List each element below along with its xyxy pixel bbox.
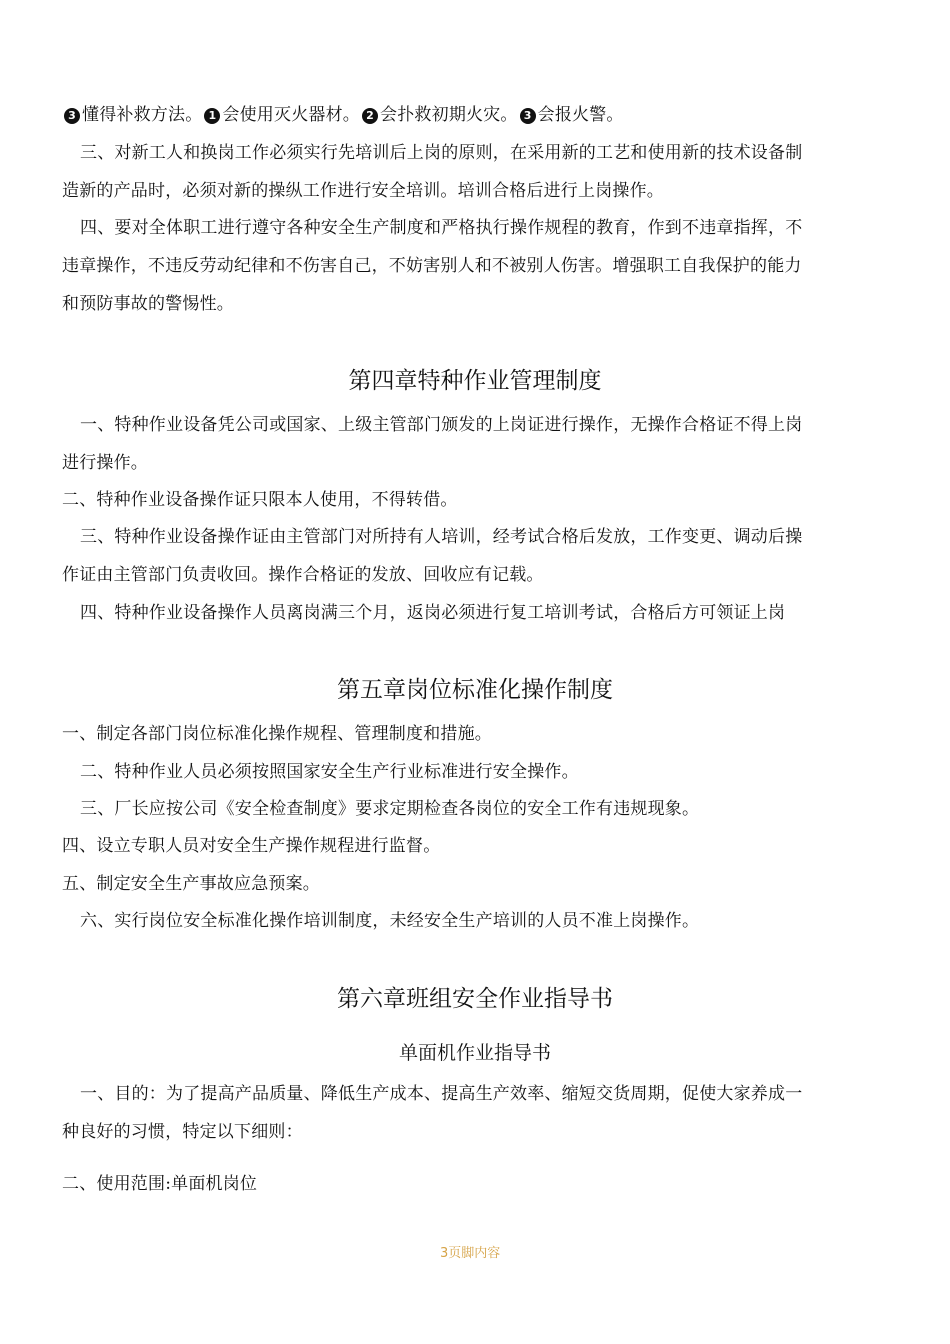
page-footer: 3页脚内容 xyxy=(440,1246,501,1261)
paragraph-line: 一、特种作业设备凭公司或国家、上级主管部门颁发的上岗证进行操作，无操作合格证不得上岗 xyxy=(80,415,803,435)
skill-text: 会扑救初期火灾。 xyxy=(380,105,518,125)
circled-number-icon: 2 xyxy=(362,108,378,124)
skill-text: 懂得补救方法。 xyxy=(82,105,203,125)
paragraph-line: 违章操作，不违反劳动纪律和不伤害自己，不妨害别人和不被别人伤害。增强职工自我保护的能力 xyxy=(62,256,802,276)
paragraph-line: 六、实行岗位安全标准化操作培训制度，未经安全生产培训的人员不准上岗操作。 xyxy=(80,911,700,931)
paragraph-line: 四、设立专职人员对安全生产操作规程进行监督。 xyxy=(62,836,441,856)
circled-number-icon: 1 xyxy=(204,108,220,124)
intro-fire-skills-line xyxy=(62,104,892,126)
paragraph-line: 作证由主管部门负责收回。操作合格证的发放、回收应有记载。 xyxy=(62,565,544,585)
skill-text: 会使用灭火器材。 xyxy=(222,105,361,125)
paragraph-line: 三、特种作业设备操作证由主管部门对所持有人培训，经考试合格后发放，工作变更、调动后操 xyxy=(80,527,803,547)
circled-number-icon: 3 xyxy=(520,108,536,124)
chapter-5-title: 第五章岗位标准化操作制度 xyxy=(337,677,613,703)
paragraph-line: 进行操作。 xyxy=(62,453,148,473)
skill-text: 会报火警。 xyxy=(537,105,624,125)
paragraph-line: 五、制定安全生产事故应急预案。 xyxy=(62,874,320,894)
paragraph-line: 一、目的：为了提高产品质量、降低生产成本、提高生产效率、缩短交货周期，促使大家养成一 xyxy=(80,1084,803,1104)
paragraph-line: 造新的产品时，必须对新的操纵工作进行安全培训。培训合格后进行上岗操作。 xyxy=(62,181,664,201)
paragraph-line: 四、要对全体职工进行遵守各种安全生产制度和严格执行操作规程的教育，作到不违章指挥，不 xyxy=(80,218,803,238)
paragraph-line: 种良好的习惯，特定以下细则： xyxy=(62,1122,303,1142)
paragraph-line: 三、厂长应按公司《安全检查制度》要求定期检查各岗位的安全工作有违规现象。 xyxy=(80,799,700,819)
paragraph-line: 和预防事故的警惕性。 xyxy=(62,294,234,314)
paragraph-line: 二、特种作业人员必须按照国家安全生产行业标准进行安全操作。 xyxy=(80,762,579,782)
paragraph-line: 三、对新工人和换岗工作必须实行先培训后上岗的原则，在采用新的工艺和使用新的技术设备制 xyxy=(80,143,803,163)
paragraph-line: 二、使用范围:单面机岗位 xyxy=(62,1174,258,1194)
paragraph-line: 四、特种作业设备操作人员离岗满三个月，返岗必须进行复工培训考试，合格后方可领证上岗 xyxy=(80,603,786,623)
paragraph-line: 二、特种作业设备操作证只限本人使用，不得转借。 xyxy=(62,490,458,510)
section-subtitle: 单面机作业指导书 xyxy=(398,1042,551,1064)
paragraph-line: 一、制定各部门岗位标准化操作规程、管理制度和措施。 xyxy=(62,724,492,744)
chapter-6-title: 第六章班组安全作业指导书 xyxy=(337,986,613,1012)
chapter-4-title: 第四章特种作业管理制度 xyxy=(348,368,602,394)
circled-number-icon: 3 xyxy=(64,108,80,124)
